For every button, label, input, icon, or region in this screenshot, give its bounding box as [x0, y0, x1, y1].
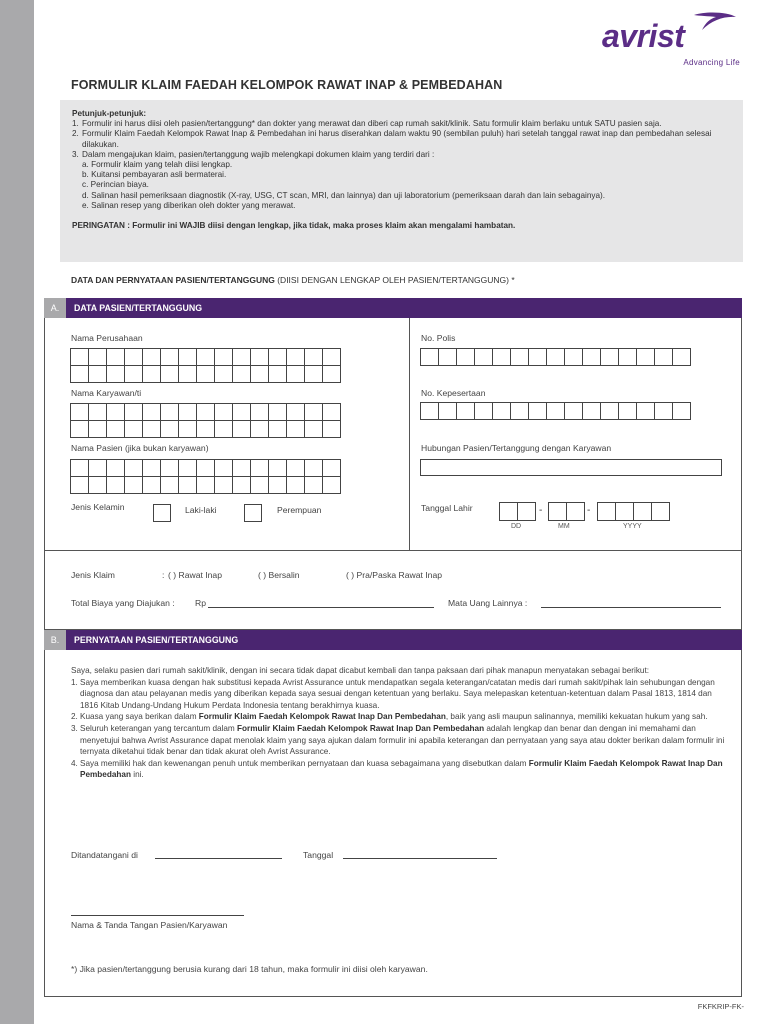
char-cell[interactable]: [125, 477, 143, 494]
dob-day-grid[interactable]: [499, 502, 536, 521]
member-number-grid[interactable]: [420, 402, 691, 420]
instruction-sub-item: a. Formulir klaim yang telah diisi lengkap.: [82, 160, 233, 170]
char-cell[interactable]: [583, 349, 601, 366]
char-cell[interactable]: [616, 503, 634, 521]
char-cell[interactable]: [565, 349, 583, 366]
char-cell[interactable]: [511, 349, 529, 366]
instruction-sub-item: d. Salinan hasil pemeriksaan diagnostik (X-ray, USG, CT scan, MRI, dan lainnya) dan uji laboratorium (pemeriksaan darah dan lain sebagainya).: [82, 190, 606, 200]
logo-tagline: Advancing Life: [683, 58, 740, 67]
char-cell[interactable]: [161, 349, 179, 366]
char-cell[interactable]: [287, 349, 305, 366]
char-cell[interactable]: [143, 366, 161, 383]
char-cell[interactable]: [323, 366, 341, 383]
char-cell[interactable]: [529, 349, 547, 366]
char-cell[interactable]: [251, 366, 269, 383]
signature-line[interactable]: [71, 915, 244, 916]
char-cell[interactable]: [269, 349, 287, 366]
instruction-item: 1. Formulir ini harus diisi oleh pasien/tertanggung* dan dokter yang merawat dan diberi cap rumah sakit/klinik. Satu formulir klaim berlaku untuk SATU pasien saja.: [72, 119, 662, 129]
signature-label: Nama & Tanda Tangan Pasien/Karyawan: [71, 920, 228, 930]
char-cell[interactable]: [305, 477, 323, 494]
instruction-sub-item: e. Salinan resep yang diberikan oleh dokter yang merawat.: [82, 200, 296, 210]
char-cell[interactable]: [655, 349, 673, 366]
other-currency-input[interactable]: [541, 607, 721, 608]
char-cell[interactable]: [233, 366, 251, 383]
total-cost-input[interactable]: [208, 607, 434, 608]
policy-label: No. Polis: [421, 333, 456, 343]
char-cell[interactable]: [215, 460, 233, 477]
employee-name-grid[interactable]: [70, 403, 341, 438]
char-cell[interactable]: [601, 349, 619, 366]
char-cell[interactable]: [197, 366, 215, 383]
instruction-item: 3. Dalam mengajukan klaim, pasien/tertanggung wajib melengkapi dokumen klaim yang terdiri dari :: [72, 149, 435, 159]
statement-item: 3. Seluruh keterangan yang tercantum dalam Formulir Klaim Faedah Kelompok Rawat Inap Dan Pembedahan adalah lengkap dan benar dan dengan ini memahami dan menyetujui bahwa Avrist Assurance dapat menolak klaim yang saya ajukan dalam formulir ini apabila keterangan dan pernyataan yang saya atau dokter berikan dalam formulir ini ternyata diketahui tidak benar dan tidak akurat oleh Avrist Assurance.: [71, 723, 725, 757]
char-cell[interactable]: [143, 421, 161, 438]
dob-dd-caption: DD: [511, 523, 522, 530]
char-cell[interactable]: [125, 421, 143, 438]
logo-text: avrist: [602, 18, 685, 54]
char-cell[interactable]: [197, 477, 215, 494]
data-heading: DATA DAN PERNYATAAN PASIEN/TERTANGGUNG (DIISI DENGAN LENGKAP OLEH PASIEN/TERTANGGUNG) *: [71, 275, 515, 285]
char-cell[interactable]: [305, 349, 323, 366]
statement-item: 2. Kuasa yang saya berikan dalam Formulir Klaim Faedah Kelompok Rawat Inap Dan Pembedahan, baik yang asli maupun salinannya, memiliki kekuatan hukum yang sah.: [71, 712, 708, 722]
employee-label: Nama Karyawan/ti: [71, 388, 142, 398]
char-cell[interactable]: [161, 477, 179, 494]
male-checkbox[interactable]: [153, 504, 171, 522]
char-cell[interactable]: [71, 366, 89, 383]
char-cell[interactable]: [161, 366, 179, 383]
relation-input[interactable]: [420, 459, 722, 476]
char-cell[interactable]: [233, 421, 251, 438]
char-cell[interactable]: [529, 403, 547, 420]
char-cell[interactable]: [269, 366, 287, 383]
char-cell[interactable]: [197, 421, 215, 438]
char-cell[interactable]: [287, 477, 305, 494]
char-cell[interactable]: [475, 349, 493, 366]
char-cell[interactable]: [71, 404, 89, 421]
char-cell[interactable]: [493, 403, 511, 420]
char-cell[interactable]: [233, 404, 251, 421]
char-cell[interactable]: [107, 421, 125, 438]
char-cell[interactable]: [634, 503, 652, 521]
statement-item: 4. Saya memiliki hak dan kewenangan penuh untuk memberikan pernyataan dan kuasa sebagaimana yang disebutkan dalam Formulir Klaim Faedah Kelompok Rawat Inap Dan Pembedahan ini.: [71, 758, 723, 780]
char-cell[interactable]: [673, 403, 691, 420]
char-cell[interactable]: [161, 460, 179, 477]
char-cell[interactable]: [305, 460, 323, 477]
char-cell[interactable]: [107, 460, 125, 477]
char-cell[interactable]: [251, 421, 269, 438]
char-cell[interactable]: [89, 349, 107, 366]
char-cell[interactable]: [269, 404, 287, 421]
char-cell[interactable]: [233, 477, 251, 494]
policy-number-grid[interactable]: [420, 348, 691, 366]
char-cell[interactable]: [107, 477, 125, 494]
claim-option-maternity[interactable]: ( ) Bersalin: [258, 570, 300, 580]
section-b-header: [44, 630, 742, 650]
instruction-sub-item: b. Kuitansi pembayaran asli bermaterai.: [82, 170, 227, 180]
char-cell[interactable]: [215, 421, 233, 438]
char-cell[interactable]: [287, 404, 305, 421]
company-label: Nama Perusahaan: [71, 333, 143, 343]
char-cell[interactable]: [179, 477, 197, 494]
gender-label: Jenis Kelamin: [71, 502, 125, 512]
char-cell[interactable]: [107, 366, 125, 383]
char-cell[interactable]: [598, 503, 616, 521]
char-cell[interactable]: [547, 349, 565, 366]
dob-label: Tanggal Lahir: [421, 503, 473, 513]
char-cell[interactable]: [439, 403, 457, 420]
char-cell[interactable]: [89, 460, 107, 477]
dob-yyyy-caption: YYYY: [623, 523, 642, 530]
char-cell[interactable]: [287, 366, 305, 383]
char-cell[interactable]: [475, 403, 493, 420]
char-cell[interactable]: [511, 403, 529, 420]
char-cell[interactable]: [251, 349, 269, 366]
section-a-letter: A.: [44, 298, 66, 318]
char-cell[interactable]: [197, 404, 215, 421]
char-cell[interactable]: [619, 349, 637, 366]
dob-mm-caption: MM: [558, 523, 570, 530]
char-cell[interactable]: [269, 460, 287, 477]
section-a-divider: [409, 318, 410, 550]
relation-label: Hubungan Pasien/Tertanggung dengan Karyawan: [421, 443, 612, 453]
char-cell[interactable]: [549, 503, 567, 521]
char-cell[interactable]: [323, 349, 341, 366]
char-cell[interactable]: [493, 349, 511, 366]
char-cell[interactable]: [179, 366, 197, 383]
char-cell[interactable]: [547, 403, 565, 420]
char-cell[interactable]: [143, 404, 161, 421]
char-cell[interactable]: [323, 477, 341, 494]
char-cell[interactable]: [71, 477, 89, 494]
char-cell[interactable]: [652, 503, 670, 521]
instruction-sub-item: c. Perincian biaya.: [82, 180, 149, 190]
instructions-panel: [60, 100, 743, 262]
warning-text: PERINGATAN : Formulir ini WAJIB diisi dengan lengkap, jika tidak, maka proses klaim akan mengalami hambatan.: [72, 221, 516, 231]
char-cell[interactable]: [125, 404, 143, 421]
dob-separator: -: [587, 505, 591, 516]
char-cell[interactable]: [215, 477, 233, 494]
char-cell[interactable]: [421, 349, 439, 366]
char-cell[interactable]: [107, 404, 125, 421]
char-cell[interactable]: [215, 349, 233, 366]
char-cell[interactable]: [251, 460, 269, 477]
char-cell[interactable]: [161, 421, 179, 438]
member-label: No. Kepesertaan: [421, 388, 486, 398]
avrist-logo: [602, 12, 742, 70]
claim-type-label: Jenis Klaim: [71, 570, 115, 580]
char-cell[interactable]: [89, 404, 107, 421]
currency-label: Rp: [195, 598, 206, 608]
page-title: FORMULIR KLAIM FAEDAH KELOMPOK RAWAT INAP & PEMBEDAHAN: [71, 78, 503, 92]
char-cell[interactable]: [233, 460, 251, 477]
char-cell[interactable]: [107, 349, 125, 366]
char-cell[interactable]: [215, 366, 233, 383]
other-currency-label: Mata Uang Lainnya :: [448, 598, 528, 608]
form-code: FKFKRIP-FK-: [697, 1002, 744, 1011]
char-cell[interactable]: [179, 349, 197, 366]
char-cell[interactable]: [637, 403, 655, 420]
char-cell[interactable]: [287, 421, 305, 438]
section-a-header: [44, 298, 742, 318]
char-cell[interactable]: [637, 349, 655, 366]
company-name-grid[interactable]: [70, 348, 341, 383]
char-cell[interactable]: [179, 404, 197, 421]
char-cell[interactable]: [233, 349, 251, 366]
side-bar: [0, 0, 34, 1024]
dob-month-grid[interactable]: [548, 502, 585, 521]
dob-separator: -: [539, 505, 543, 516]
sign-date-input[interactable]: [343, 858, 497, 859]
section-a-title: DATA PASIEN/TERTANGGUNG: [74, 303, 203, 313]
signed-at-input[interactable]: [155, 858, 282, 859]
char-cell[interactable]: [457, 349, 475, 366]
char-cell[interactable]: [269, 477, 287, 494]
char-cell[interactable]: [323, 460, 341, 477]
female-checkbox[interactable]: [244, 504, 262, 522]
section-b-title: PERNYATAAN PASIEN/TERTANGGUNG: [74, 635, 239, 645]
logo-swoosh-icon: [688, 12, 738, 34]
char-cell[interactable]: [583, 403, 601, 420]
char-cell[interactable]: [565, 403, 583, 420]
char-cell[interactable]: [655, 403, 673, 420]
patient-label: Nama Pasien (jika bukan karyawan): [71, 443, 209, 453]
char-cell[interactable]: [125, 366, 143, 383]
dob-year-grid[interactable]: [597, 502, 670, 521]
char-cell[interactable]: [125, 460, 143, 477]
char-cell[interactable]: [179, 421, 197, 438]
section-b-letter: B.: [44, 630, 66, 650]
sign-date-label: Tanggal: [303, 850, 334, 860]
char-cell[interactable]: [500, 503, 518, 521]
char-cell[interactable]: [673, 349, 691, 366]
instructions-heading: Petunjuk-petunjuk:: [72, 109, 147, 118]
char-cell[interactable]: [143, 477, 161, 494]
char-cell[interactable]: [439, 349, 457, 366]
char-cell[interactable]: [601, 403, 619, 420]
char-cell[interactable]: [251, 404, 269, 421]
female-label: Perempuan: [277, 505, 322, 515]
char-cell[interactable]: [421, 403, 439, 420]
char-cell[interactable]: [179, 460, 197, 477]
char-cell[interactable]: [161, 404, 179, 421]
char-cell[interactable]: [143, 349, 161, 366]
char-cell[interactable]: [89, 366, 107, 383]
signed-at-label: Ditandatangani di: [71, 850, 138, 860]
male-label: Laki-laki: [185, 505, 217, 515]
char-cell[interactable]: [518, 503, 536, 521]
char-cell[interactable]: [215, 404, 233, 421]
char-cell[interactable]: [323, 421, 341, 438]
total-cost-label: Total Biaya yang Diajukan :: [71, 598, 175, 608]
char-cell[interactable]: [143, 460, 161, 477]
char-cell[interactable]: [567, 503, 585, 521]
statement-block: [71, 665, 731, 781]
char-cell[interactable]: [251, 477, 269, 494]
footnote: *) Jika pasien/tertanggung berusia kurang dari 18 tahun, maka formulir ini diisi oleh karyawan.: [71, 964, 428, 974]
claim-option-inpatient[interactable]: ( ) Rawat Inap: [168, 570, 222, 580]
char-cell[interactable]: [305, 421, 323, 438]
char-cell[interactable]: [89, 421, 107, 438]
patient-name-grid[interactable]: [70, 459, 341, 494]
claim-type-colon: :: [162, 570, 165, 580]
statement-item: 1. Saya memberikan kuasa dengan hak substitusi kepada Avrist Assurance untuk mendapatkan segala keterangan/catatan medis dari rumah sakit/pihak lain sehubungan dengan diagnosa dan atau pelayanan medis yang diberikan kepada saya sesuai dengan ketentuan yang berlaku. Saya melepaskan ketentuan-ketentuan dalam Pasal 1813, 1814 dan 1816 Kitab Undang-Undang Hukum Perdata Indonesia tentang berakhirnya kuasa.: [71, 677, 715, 710]
char-cell[interactable]: [125, 349, 143, 366]
char-cell[interactable]: [71, 421, 89, 438]
claim-option-pre-post[interactable]: ( ) Pra/Paska Rawat Inap: [346, 570, 443, 580]
char-cell[interactable]: [619, 403, 637, 420]
char-cell[interactable]: [305, 366, 323, 383]
char-cell[interactable]: [287, 460, 305, 477]
instruction-item: 2. Formulir Klaim Faedah Kelompok Rawat Inap & Pembedahan ini harus diserahkan dalam waktu 90 (sembilan puluh) hari setelah tanggal rawat inap dan pembedahan selesai dilakukan.: [72, 129, 712, 149]
char-cell[interactable]: [197, 349, 215, 366]
statement-intro: Saya, selaku pasien dari rumah sakit/klinik, dengan ini secara tidak dapat dicabut kembali dan tanpa paksaan dari pihak manapun menyatakan sebagai berikut:: [71, 666, 650, 675]
char-cell[interactable]: [89, 477, 107, 494]
char-cell[interactable]: [71, 349, 89, 366]
section-a-hdivider: [44, 550, 742, 551]
char-cell[interactable]: [197, 460, 215, 477]
char-cell[interactable]: [269, 421, 287, 438]
char-cell[interactable]: [305, 404, 323, 421]
char-cell[interactable]: [323, 404, 341, 421]
char-cell[interactable]: [457, 403, 475, 420]
char-cell[interactable]: [71, 460, 89, 477]
